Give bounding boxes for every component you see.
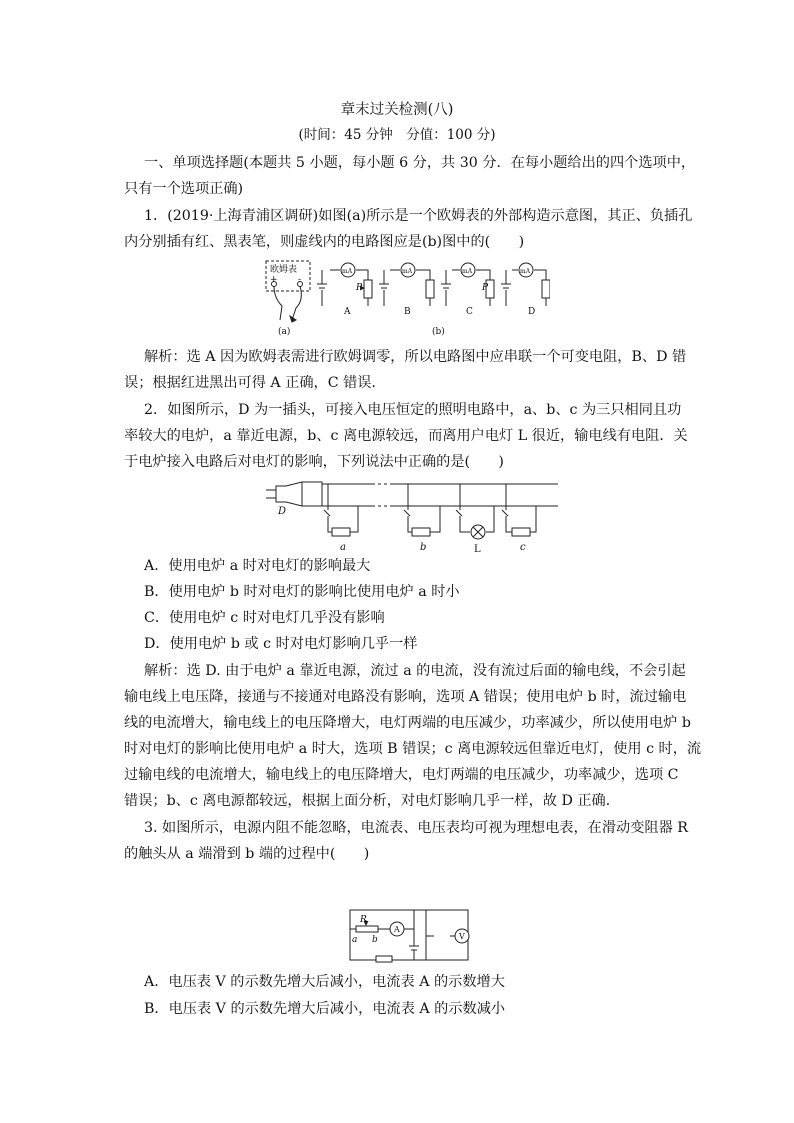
section-heading: 一、单项选择题(本题共 5 小题，每小题 6 分，共 30 分．在每小题给出的四个选项中，: [144, 155, 696, 171]
p-label-c: P: [482, 283, 489, 293]
q1-figure: [260, 258, 550, 342]
plug-label: D: [278, 506, 287, 517]
q1-stem: 1．(2019·上海青浦区调研)如图(a)所示是一个欧姆表的外部构造示意图，其正、负插孔: [144, 208, 693, 224]
ohmmeter-label: 欧姆表: [270, 265, 298, 275]
q2-option-b[interactable]: B．使用电炉 b 时对电灯的影响比使用电炉 a 时小: [144, 584, 460, 600]
option-a-label: A: [344, 307, 351, 317]
ma-b: mA: [402, 268, 413, 275]
q3-stem-cont: 的触头从 a 端滑到 b 端的过程中( ): [124, 846, 370, 862]
page-subtitle: (时间：45 分钟 分值：100 分): [298, 127, 496, 143]
q1-analysis-cont: 误；根据红进黑出可得 A 正确，C 错误．: [124, 375, 386, 391]
stove-a: [324, 484, 358, 536]
q2-analysis-line: 错误；b、c 离电源都较远，根据上面分析，对电灯影响几乎一样，故 D 正确．: [124, 793, 620, 809]
stove-b: [404, 484, 440, 536]
voltmeter-label: V: [459, 932, 465, 941]
option-c-label: C: [466, 307, 473, 317]
q2-stem-cont: 率较大的电炉，a 靠近电源，b、c 离电源较远，而离用户电灯 L 很近，输电线有电阻．关: [124, 428, 688, 444]
option-d-label: D: [528, 307, 536, 317]
q2-analysis-line: 线的电流增大，输电线上的电压降增大，电灯两端的电压减少，功率减少，所以使用电炉 b: [124, 715, 691, 731]
page-title: 章末过关检测(八): [340, 102, 454, 118]
q3-option-b[interactable]: B．电压表 V 的示数先增大后减小，电流表 A 的示数减小: [144, 1001, 506, 1017]
stove-c: [502, 484, 536, 536]
q2-stem-cont2: 于电炉接入电路后对电灯的影响，下列说法中正确的是( ): [124, 454, 504, 470]
ma-d: mA: [520, 268, 531, 275]
q2-figure: [262, 478, 558, 556]
plus-sign: +: [270, 275, 278, 285]
a-end-label: a: [352, 935, 358, 945]
stove-c-label: c: [520, 542, 526, 553]
q2-analysis-line: 输电线上电压降，接通与不接通对电路没有影响，选项 A 错误；使用电炉 b 时，流过输电: [124, 689, 687, 705]
p-label-a: P: [356, 283, 363, 293]
option-b-label: B: [404, 307, 411, 317]
ma-a: mA: [342, 268, 353, 275]
ammeter-label: A: [394, 925, 400, 934]
q3-stem: 3. 如图所示，电源内阻不能忽略，电流表、电压表均可视为理想电表，在滑动变阻器 R: [144, 820, 688, 836]
lamp-l: [456, 484, 494, 539]
q2-option-c[interactable]: C．使用电炉 c 时对电灯几乎没有影响: [144, 610, 385, 626]
q2-analysis-line: 解析：选 D. 由于电炉 a 靠近电源，流过 a 的电流，没有流过后面的输电线，不会引起: [144, 663, 686, 679]
q2-analysis-line: 过输电线的电流增大，输电线上的电压降增大，电灯两端的电压减少，功率减少，选项 C: [124, 767, 679, 783]
plug: [276, 482, 302, 506]
q2-stem: 2．如图所示，D 为一插头，可接入电压恒定的照明电路中，a、b、c 为三只相同且功: [144, 402, 682, 418]
q2-analysis-line: 时对电灯的影响比使用电炉 a 时大，选项 B 错误；c 离电源较远但靠近电灯，使用 c 时，流: [124, 741, 702, 757]
q3-option-a[interactable]: A．电压表 V 的示数先增大后减小，电流表 A 的示数增大: [144, 974, 505, 990]
stove-b-label: b: [420, 542, 427, 553]
rheostat-r: [356, 926, 378, 932]
figure-b-label: (b): [432, 327, 445, 337]
r-label: R: [360, 915, 367, 925]
figure-a-label: (a): [278, 327, 291, 337]
q3-figure: [338, 906, 474, 966]
stove-a-label: a: [340, 542, 346, 553]
q1-stem-cont: 内分别插有红、黑表笔，则虚线内的电路图应是(b)图中的( ): [124, 234, 525, 250]
q2-option-a[interactable]: A．使用电炉 a 时对电灯的影响最大: [144, 558, 371, 574]
lamp-label: L: [474, 544, 481, 555]
minus-sign: -: [298, 275, 302, 285]
q2-option-d[interactable]: D．使用电炉 b 或 c 时对电灯影响几乎一样: [144, 636, 418, 652]
q1-analysis: 解析：选 A 因为欧姆表需进行欧姆调零，所以电路图中应串联一个可变电阻，B、D 错: [144, 349, 687, 365]
section-heading-cont: 只有一个选项正确): [124, 181, 244, 197]
b-end-label: b: [372, 935, 378, 945]
ma-c: mA: [462, 268, 473, 275]
